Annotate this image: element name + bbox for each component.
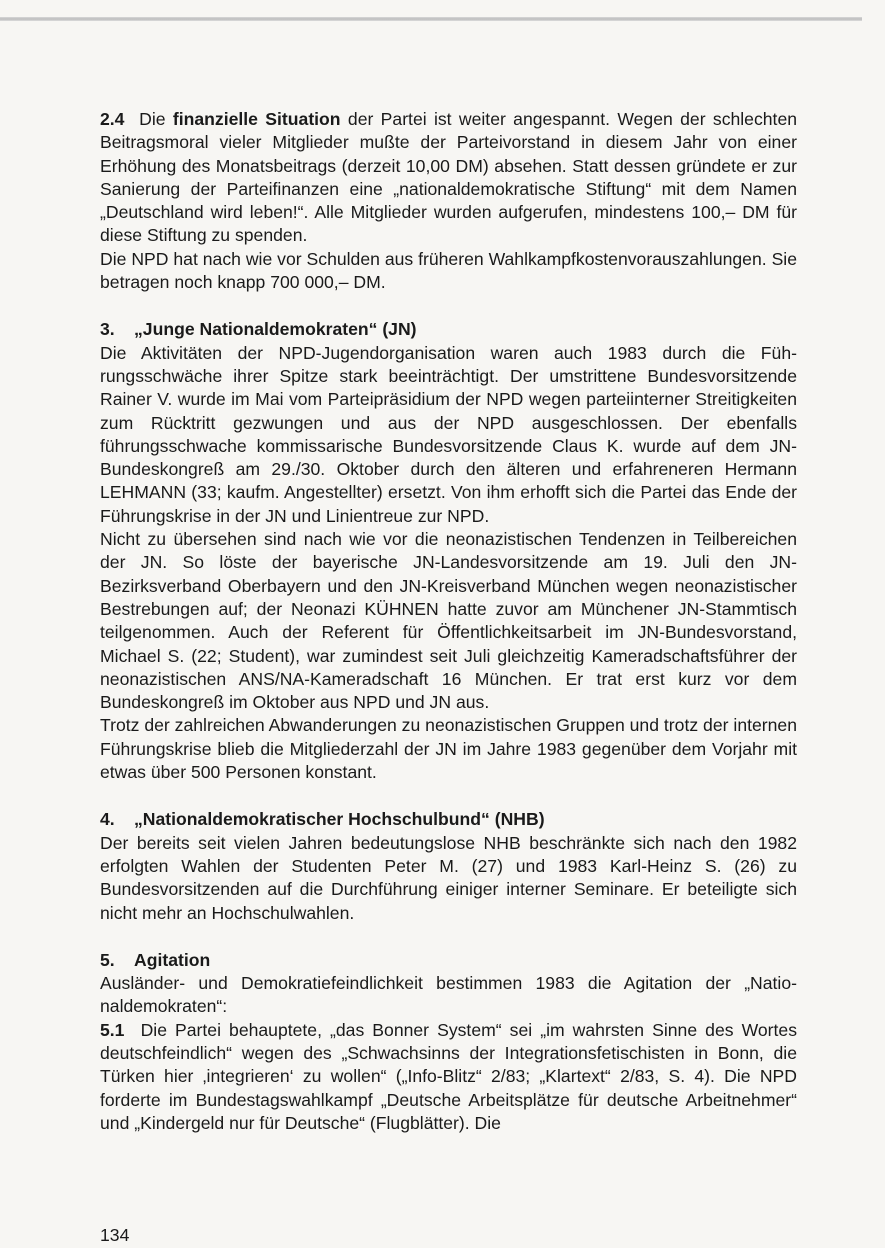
section-title: „Junge Nationaldemokraten“ (JN): [134, 319, 417, 340]
section-number: 3.: [100, 319, 115, 340]
section-4-heading: [100, 808, 797, 831]
bold-term: finanzielle Situation: [172, 109, 341, 129]
document-page: [100, 108, 797, 1135]
section-title: „Nationaldemokratischer Hochschulbund“ (NHB): [134, 809, 545, 830]
section-5-heading: [100, 949, 797, 972]
section-number: 5.1: [100, 1019, 125, 1040]
section-number: 5.: [100, 949, 115, 970]
section-4-paragraph-1: Der bereits seit vielen Jahren bedeutungslose NHB beschränkte sich nach den 1982 erfolgten Wahlen der Studenten Peter M. (27) und 1983 Karl-Heinz S. (26) zu Bundesvorsitzenden auf die Durchführung einiger interner Seminare. Er beteiligte sich nicht mehr an Hochschulwahlen.: [100, 832, 797, 923]
section-2-4-paragraph-1: [100, 108, 797, 248]
section-number: 2.4: [100, 109, 125, 129]
section-3-paragraph-1: Die Aktivitäten der NPD-Jugendorganisation waren auch 1983 durch die Führungsschwäche ihrer Spitze stark beeinträchtigt. Der umstrittene Bundesvorsitzende Rainer V. wurde im Mai vom Parteipräsidium der NPD wegen parteiinterner Streitigkeiten zum Rücktritt gezwungen und aus der NPD ausgeschlossen. Der ebenfalls führungsschwache kommissarische Bundesvorsitzende Claus K. wurde auf dem JN-Bundeskongreß am 29./30. Oktober durch den älteren und erfahreneren Hermann LEHMANN (33; kaufm. Angestellter) ersetzt. Von ihm erhofft sich die Partei das Ende der Führungskrise in der JN und Linientreue zur NPD.: [100, 342, 797, 526]
text-run: Die: [139, 109, 166, 129]
section-number: 4.: [100, 809, 115, 830]
section-3-paragraph-3: Trotz der zahlreichen Abwanderungen zu neonazistischen Gruppen und trotz der internen Führungskrise blieb die Mitgliederzahl der JN im Jahre 1983 gegenüber dem Vorjahr mit etwas über 500 Personen konstant.: [100, 715, 797, 783]
scan-edge-line: [0, 17, 862, 21]
section-3-heading: [100, 318, 797, 341]
section-5-1-paragraph-1: [100, 1019, 797, 1135]
section-title: Agitation: [134, 949, 211, 970]
section-5-paragraph-1: Ausländer- und Demokratiefeindlichkeit bestimmen 1983 die Agitation der „Nationaldemokraten“:: [100, 973, 797, 1017]
text-run: der Partei ist weiter angespannt. Wegen der schlechten Beitragsmoral vieler Mitglieder mußte der Parteivorstand in diesem Jahr von einer Erhöhung des Monatsbeitrags (derzeit 10,00 DM) absehen. Statt dessen gründete er zur Sanierung der Parteifinanzen eine „nationaldemokratische Stiftung“ mit dem Namen „Deutschland wird leben!“. Alle Mitglieder wurden aufgerufen, mindestens 100,– DM für diese Stiftung zu spenden.: [100, 109, 798, 246]
section-2-4-paragraph-2: Die NPD hat nach wie vor Schulden aus früheren Wahlkampfkostenvorauszahlungen. Sie betragen noch knapp 700 000,– DM.: [100, 248, 797, 293]
section-3-paragraph-2: Nicht zu übersehen sind nach wie vor die neonazistischen Tendenzen in Teilbereichen der JN. So löste der bayerische JN-Landesvorsitzende am 19. Juli den JN-Bezirksverband Oberbayern und den JN-Kreisverband München wegen neonazistischer Bestrebungen auf; der Neonazi KÜHNEN hatte zuvor am Münchener JN-Stammtisch teilgenommen. Auch der Referent für Öffentlichkeitsarbeit im JN-Bundesvorstand, Michael S. (22; Student), war zumindest seit Juli gleichzeitig Kameradschaftsführer der neonazistischen ANS/NA-Kameradschaft 16 München. Er trat erst kurz vor dem Bundeskongreß im Oktober aus NPD und JN aus.: [100, 529, 797, 713]
page-number: 134: [100, 1225, 130, 1245]
text-run: Die Partei behauptete, „das Bonner System“ sei „im wahrsten Sinne des Wortes deutschfeindlich“ wegen des „Schwachsinns der Integrationsfetischisten in Bonn, die Türken hier ‚integrieren‘ zu wollen“ („Info-Blitz“ 2/83; „Klartext“ 2/83, S. 4). Die NPD forderte im Bundestagswahlkampf „Deutsche Arbeitsplätze für deutsche Arbeitnehmer“ und „Kindergeld nur für Deutsche“ (Flugblätter). Die: [100, 1019, 797, 1133]
